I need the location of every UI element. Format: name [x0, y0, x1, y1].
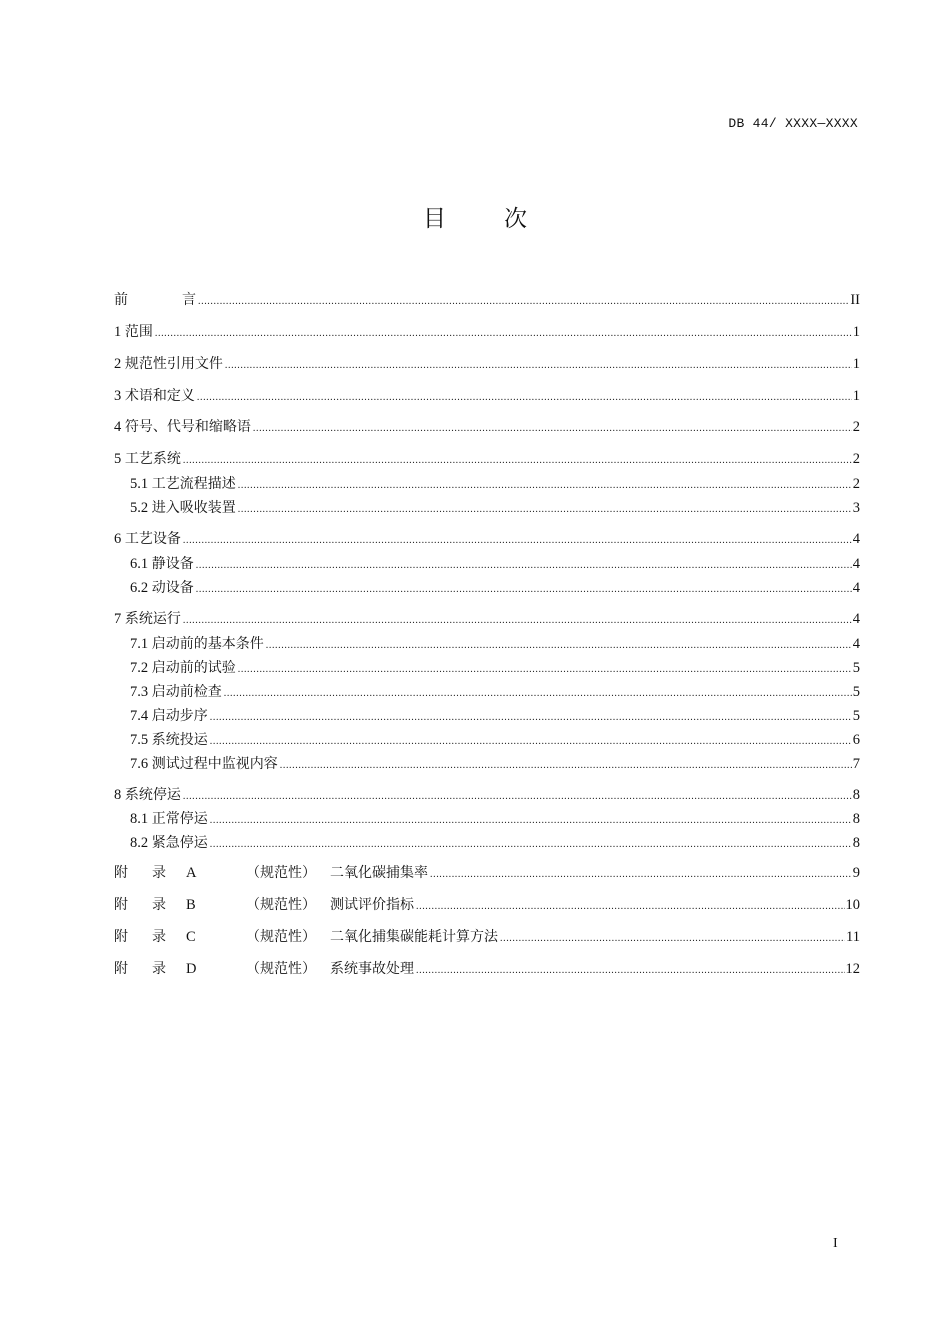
toc-entry-label: 静设备 — [151, 556, 194, 572]
toc-entry-number: 5.2 — [130, 500, 152, 516]
toc-entry-number: 4 — [114, 419, 125, 435]
toc-appendix-heading: 附 录 A （规范性） — [114, 865, 316, 881]
toc-entry-label: 术语和定义 — [124, 388, 195, 404]
toc-entry-page: 2 — [852, 451, 860, 467]
toc-entry-number: 6 — [114, 531, 125, 547]
toc-entry-page: 4 — [852, 611, 860, 627]
leader-dots — [183, 789, 852, 805]
toc-entry[interactable] — [114, 785, 860, 805]
toc-entry-page: 1 — [852, 324, 860, 340]
leader-dots — [210, 837, 852, 853]
toc-entry-number: 8.1 — [130, 811, 152, 827]
toc-entry-label: 紧急停运 — [151, 835, 208, 851]
toc-entry-page: 4 — [852, 531, 860, 547]
leader-dots — [196, 582, 852, 598]
toc-entry-page: 8 — [852, 835, 860, 851]
toc-subentry[interactable] — [130, 634, 860, 654]
toc-entry-page: 12 — [845, 961, 860, 977]
toc-subentry[interactable] — [130, 578, 860, 598]
toc-entry-label: 二氧化碳捕集率 — [330, 865, 428, 881]
toc-entry[interactable] — [114, 449, 860, 469]
toc-entry-label: 工艺系统 — [124, 451, 181, 467]
toc-entry-label: 范围 — [124, 324, 153, 340]
toc-entry-page: 1 — [852, 388, 860, 404]
toc-entry-number: 6.1 — [130, 556, 152, 572]
toc-entry-label: 测试评价指标 — [330, 897, 414, 913]
toc-entry-label: 系统停运 — [124, 787, 181, 803]
leader-dots — [225, 358, 852, 374]
toc-entry-number: 5 — [114, 451, 125, 467]
leader-dots — [266, 638, 852, 654]
toc-entry[interactable] — [114, 322, 860, 342]
toc-subentry[interactable] — [130, 682, 860, 702]
toc-entry-number: 3 — [114, 388, 125, 404]
leader-dots — [500, 931, 845, 947]
toc-entry-page: 5 — [852, 708, 860, 724]
toc-entry-label: 符号、代号和缩略语 — [124, 419, 251, 435]
toc-entry-page: 2 — [852, 476, 860, 492]
toc-entry-page: 2 — [852, 419, 860, 435]
toc-entry-number: 6.2 — [130, 580, 152, 596]
toc-entry-label: 启动步序 — [151, 708, 208, 724]
page-number: I — [833, 1236, 838, 1251]
leader-dots — [416, 899, 845, 915]
toc-entry-label: 工艺设备 — [124, 531, 181, 547]
toc-entry-page: II — [850, 292, 860, 308]
leader-dots — [253, 421, 852, 437]
toc-entry-label: 启动前检查 — [151, 684, 222, 700]
toc-entry-page: 4 — [852, 556, 860, 572]
toc-appendix-heading: 附 录 D （规范性） — [114, 961, 316, 977]
title-char-1: 目 — [423, 206, 446, 232]
toc-entry-label: 测试过程中监视内容 — [151, 756, 278, 772]
toc-subentry[interactable] — [130, 658, 860, 678]
toc-entry-label: 系统投运 — [151, 732, 208, 748]
leader-dots — [210, 734, 852, 750]
toc-entry-number: 7.2 — [130, 660, 152, 676]
toc-entry[interactable] — [114, 609, 860, 629]
leader-dots — [238, 502, 852, 518]
toc-appendix-heading: 附 录 C （规范性） — [114, 929, 316, 945]
toc-subentry[interactable] — [130, 498, 860, 518]
toc-appendix-b[interactable] — [114, 895, 860, 915]
leader-dots — [238, 478, 852, 494]
toc-entry-page: 7 — [852, 756, 860, 772]
toc-entry-label: 启动前的试验 — [151, 660, 236, 676]
toc-entry-page: 4 — [852, 636, 860, 652]
toc-entry-number: 1 — [114, 324, 125, 340]
toc-entry-label: 动设备 — [151, 580, 194, 596]
toc-entry-page: 3 — [852, 500, 860, 516]
toc-appendix-d[interactable] — [114, 959, 860, 979]
toc-entry-label: 系统运行 — [124, 611, 181, 627]
toc-subentry[interactable] — [130, 554, 860, 574]
toc-appendix-c[interactable] — [114, 927, 860, 947]
toc-subentry[interactable] — [130, 833, 860, 853]
toc-entry[interactable] — [114, 354, 860, 374]
toc-entry-label: 规范性引用文件 — [124, 356, 223, 372]
toc-entry-number: 8.2 — [130, 835, 152, 851]
leader-dots — [210, 813, 852, 829]
toc-entry-page: 6 — [852, 732, 860, 748]
toc-entry-number: 7.4 — [130, 708, 152, 724]
toc-entry-page: 5 — [852, 684, 860, 700]
toc-entry-label: 二氧化捕集碳能耗计算方法 — [330, 929, 498, 945]
toc-entry-page: 9 — [852, 865, 860, 881]
toc-entry-page: 5 — [852, 660, 860, 676]
toc-entry[interactable] — [114, 386, 860, 406]
toc-entry-label: 进入吸收装置 — [151, 500, 236, 516]
toc-entry-number: 5.1 — [130, 476, 152, 492]
toc-entry-label: 正常停运 — [151, 811, 208, 827]
leader-dots — [196, 558, 852, 574]
leader-dots — [183, 613, 852, 629]
leader-dots — [197, 390, 852, 406]
toc-entry-page: 10 — [845, 897, 860, 913]
toc-subentry[interactable] — [130, 706, 860, 726]
leader-dots — [183, 533, 852, 549]
leader-dots — [238, 662, 852, 678]
toc-entry-number: 7 — [114, 611, 125, 627]
toc-entry-preface[interactable] — [114, 290, 860, 310]
leader-dots — [198, 294, 849, 310]
leader-dots — [430, 867, 852, 883]
toc-entry[interactable] — [114, 529, 860, 549]
title-char-2: 次 — [504, 206, 527, 232]
toc-entry-number: 2 — [114, 356, 125, 372]
toc-entry-page: 1 — [852, 356, 860, 372]
toc-entry-label: 启动前的基本条件 — [151, 636, 264, 652]
toc-entry-label: 前 言 — [114, 292, 196, 308]
leader-dots — [210, 710, 852, 726]
toc-entry-number: 7.6 — [130, 756, 152, 772]
toc-entry-label: 工艺流程描述 — [151, 476, 236, 492]
toc-appendix-a[interactable] — [114, 863, 860, 883]
toc-entry-number: 7.1 — [130, 636, 152, 652]
toc-entry-number: 8 — [114, 787, 125, 803]
toc-entry-page: 8 — [852, 811, 860, 827]
page-title — [0, 200, 950, 233]
toc-appendix-heading: 附 录 B （规范性） — [114, 897, 316, 913]
toc-entry[interactable] — [114, 417, 860, 437]
leader-dots — [280, 758, 852, 774]
toc-subentry[interactable] — [130, 809, 860, 829]
toc-entry-number: 7.5 — [130, 732, 152, 748]
toc-entry-label: 系统事故处理 — [330, 961, 414, 977]
toc-subentry[interactable] — [130, 730, 860, 750]
leader-dots — [224, 686, 852, 702]
document-code: DB 44/ XXXX—XXXX — [728, 116, 858, 131]
leader-dots — [416, 963, 845, 979]
toc-subentry[interactable] — [130, 754, 860, 774]
toc-entry-page: 4 — [852, 580, 860, 596]
toc-entry-page: 11 — [846, 929, 860, 945]
toc-entry-number: 7.3 — [130, 684, 152, 700]
toc-entry-page: 8 — [852, 787, 860, 803]
leader-dots — [155, 326, 852, 342]
leader-dots — [183, 453, 852, 469]
toc-subentry[interactable] — [130, 474, 860, 494]
